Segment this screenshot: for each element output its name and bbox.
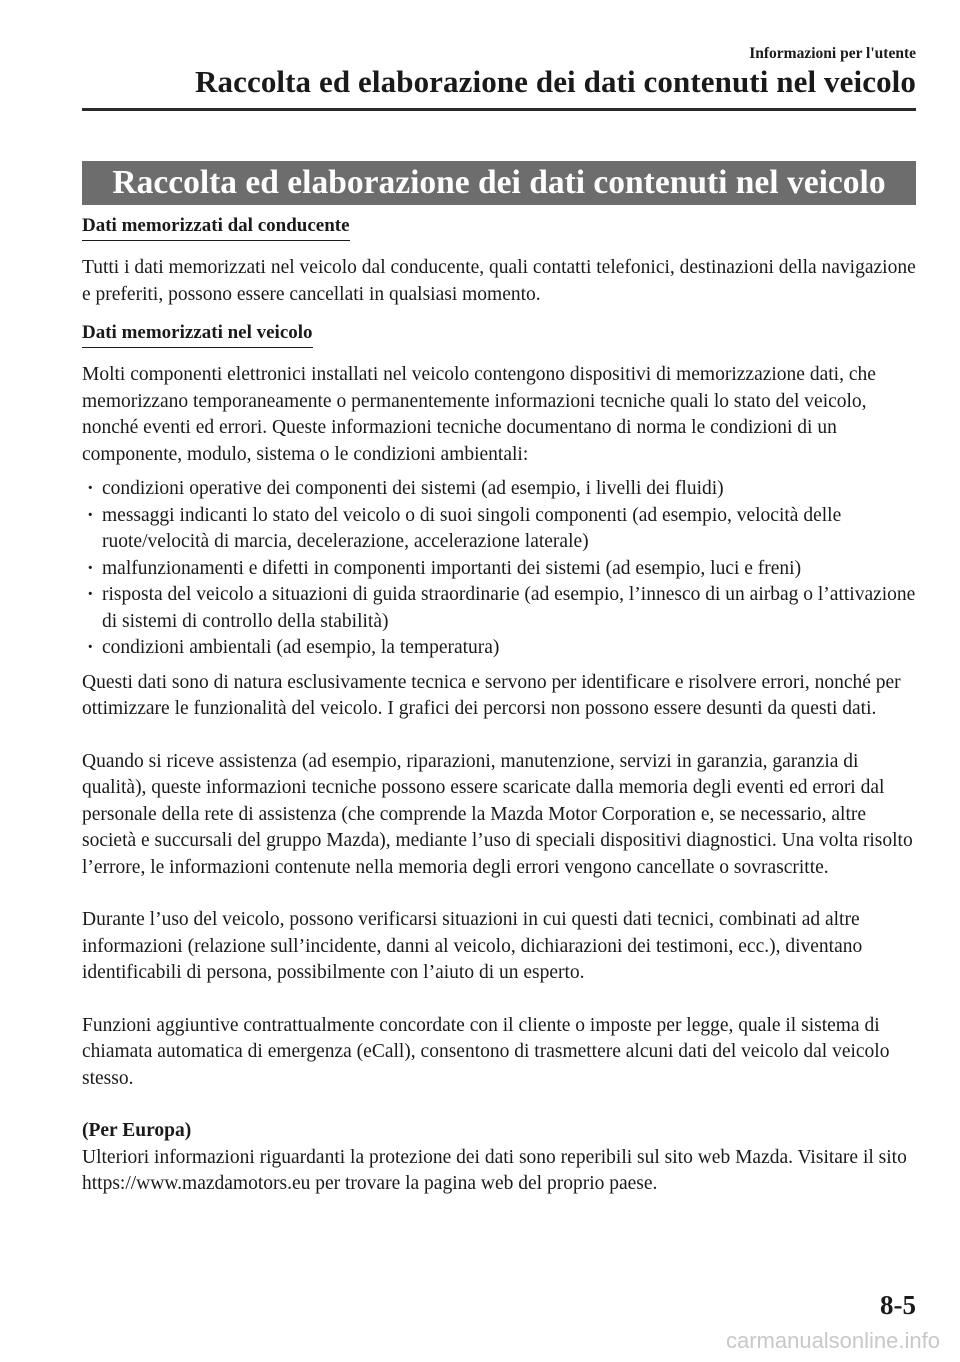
page-number: 8-5	[880, 1290, 916, 1320]
bullet-icon: ·	[87, 504, 94, 526]
paragraph-identifiable: Durante l’uso del veicolo, possono verificarsi situazioni in cui questi dati tecnici, combinati ad altre informazioni (relazione sull’incidente, danni al veicolo, dichiarazioni dei testimoni, ecc.), diventano identificabili di persona, possibilmente con l’aiuto di un esperto.	[82, 909, 863, 983]
paragraph-vehicle-intro: Molti componenti elettronici installati nel veicolo contengono dispositivi di memorizzazione dati, che memorizzano temporaneamente o permanentemente informazioni tecniche quali lo stato del veicolo, nonché eventi ed errori. Queste informazioni tecniche documentano di norma le condizioni di un componente, modulo, sistema o le condizioni ambientali:	[82, 364, 876, 465]
bullet-icon: ·	[87, 557, 94, 579]
bullet-icon: ·	[87, 637, 94, 658]
europe-label: (Per Europa)	[82, 1120, 192, 1141]
header-section-label: Informazioni per l'utente	[749, 45, 916, 62]
list-item: · malfunzionamenti e difetti in componenti importanti dei sistemi (ad esempio, luci e freni)	[82, 556, 916, 583]
paragraph-assistance: Quando si riceve assistenza (ad esempio, riparazioni, manutenzione, servizi in garanzia, garanzia di qualità), queste informazioni tecniche possono essere scaricate dalla memoria degli eventi ed errori dal personale della rete di assistenza (che comprende la Mazda Motor Corporation e, se necessario, altre società e succursali del gruppo Mazda), mediante l’uso di speciali dispositivi diagnostici. Una volta risolto l’errore, le informazioni contenute nella memoria degli errori vengono cancellate o sovrascritte.	[82, 750, 913, 878]
bullet-list	[82, 476, 916, 662]
subheading-vehicle-data: Dati memorizzati nel veicolo	[82, 322, 313, 348]
section-banner: Raccolta ed elaborazione dei dati contenuti nel veicolo	[82, 161, 916, 205]
bullet-icon: ·	[87, 478, 94, 499]
main-content	[82, 215, 916, 1198]
paragraph-technical-data: Questi dati sono di natura esclusivamente tecnica e servono per identificare e risolvere errori, nonché per ottimizzare le funzionalità del veicolo. I grafici dei percorsi non possono essere desunti da questi dati.	[82, 671, 901, 719]
paragraph-driver-data: Tutti i dati memorizzati nel veicolo dal conducente, quali contatti telefonici, destinazioni della navigazione e preferiti, possono essere cancellati in qualsiasi momento.	[82, 257, 916, 305]
header-rule	[82, 108, 916, 111]
list-item: · messaggi indicanti lo stato del veicolo o di suoi singoli componenti (ad esempio, velocità delle ruote/velocità di marcia, decelerazione, accelerazione laterale)	[87, 504, 842, 552]
header-title: Raccolta ed elaborazione dei dati contenuti nel veicolo	[195, 64, 916, 99]
bullet-icon: ·	[87, 584, 94, 605]
list-item: · condizioni ambientali (ad esempio, la temperatura)	[82, 635, 916, 662]
paragraph-europe-info: Ulteriori informazioni riguardanti la protezione dei dati sono reperibili sul sito web Mazda. Visitare il sito https://www.mazdamotors.eu per trovare la pagina web del proprio paese.	[82, 1146, 907, 1194]
watermark: carmanualsonline.info	[725, 1328, 940, 1353]
list-item: · condizioni operative dei componenti dei sistemi (ad esempio, i livelli dei fluidi)	[82, 476, 916, 503]
paragraph-ecall: Funzioni aggiuntive contrattualmente concordate con il cliente o imposte per legge, quale il sistema di chiamata automatica di emergenza (eCall), consentono di trasmettere alcuni dati del veicolo dal veicolo stesso.	[82, 1014, 890, 1089]
subheading-driver-data: Dati memorizzati dal conducente	[82, 215, 350, 241]
list-item: · risposta del veicolo a situazioni di guida straordinarie (ad esempio, l’innesco di un airbag o l’attivazione di sistemi di controllo della stabilità)	[87, 584, 916, 632]
